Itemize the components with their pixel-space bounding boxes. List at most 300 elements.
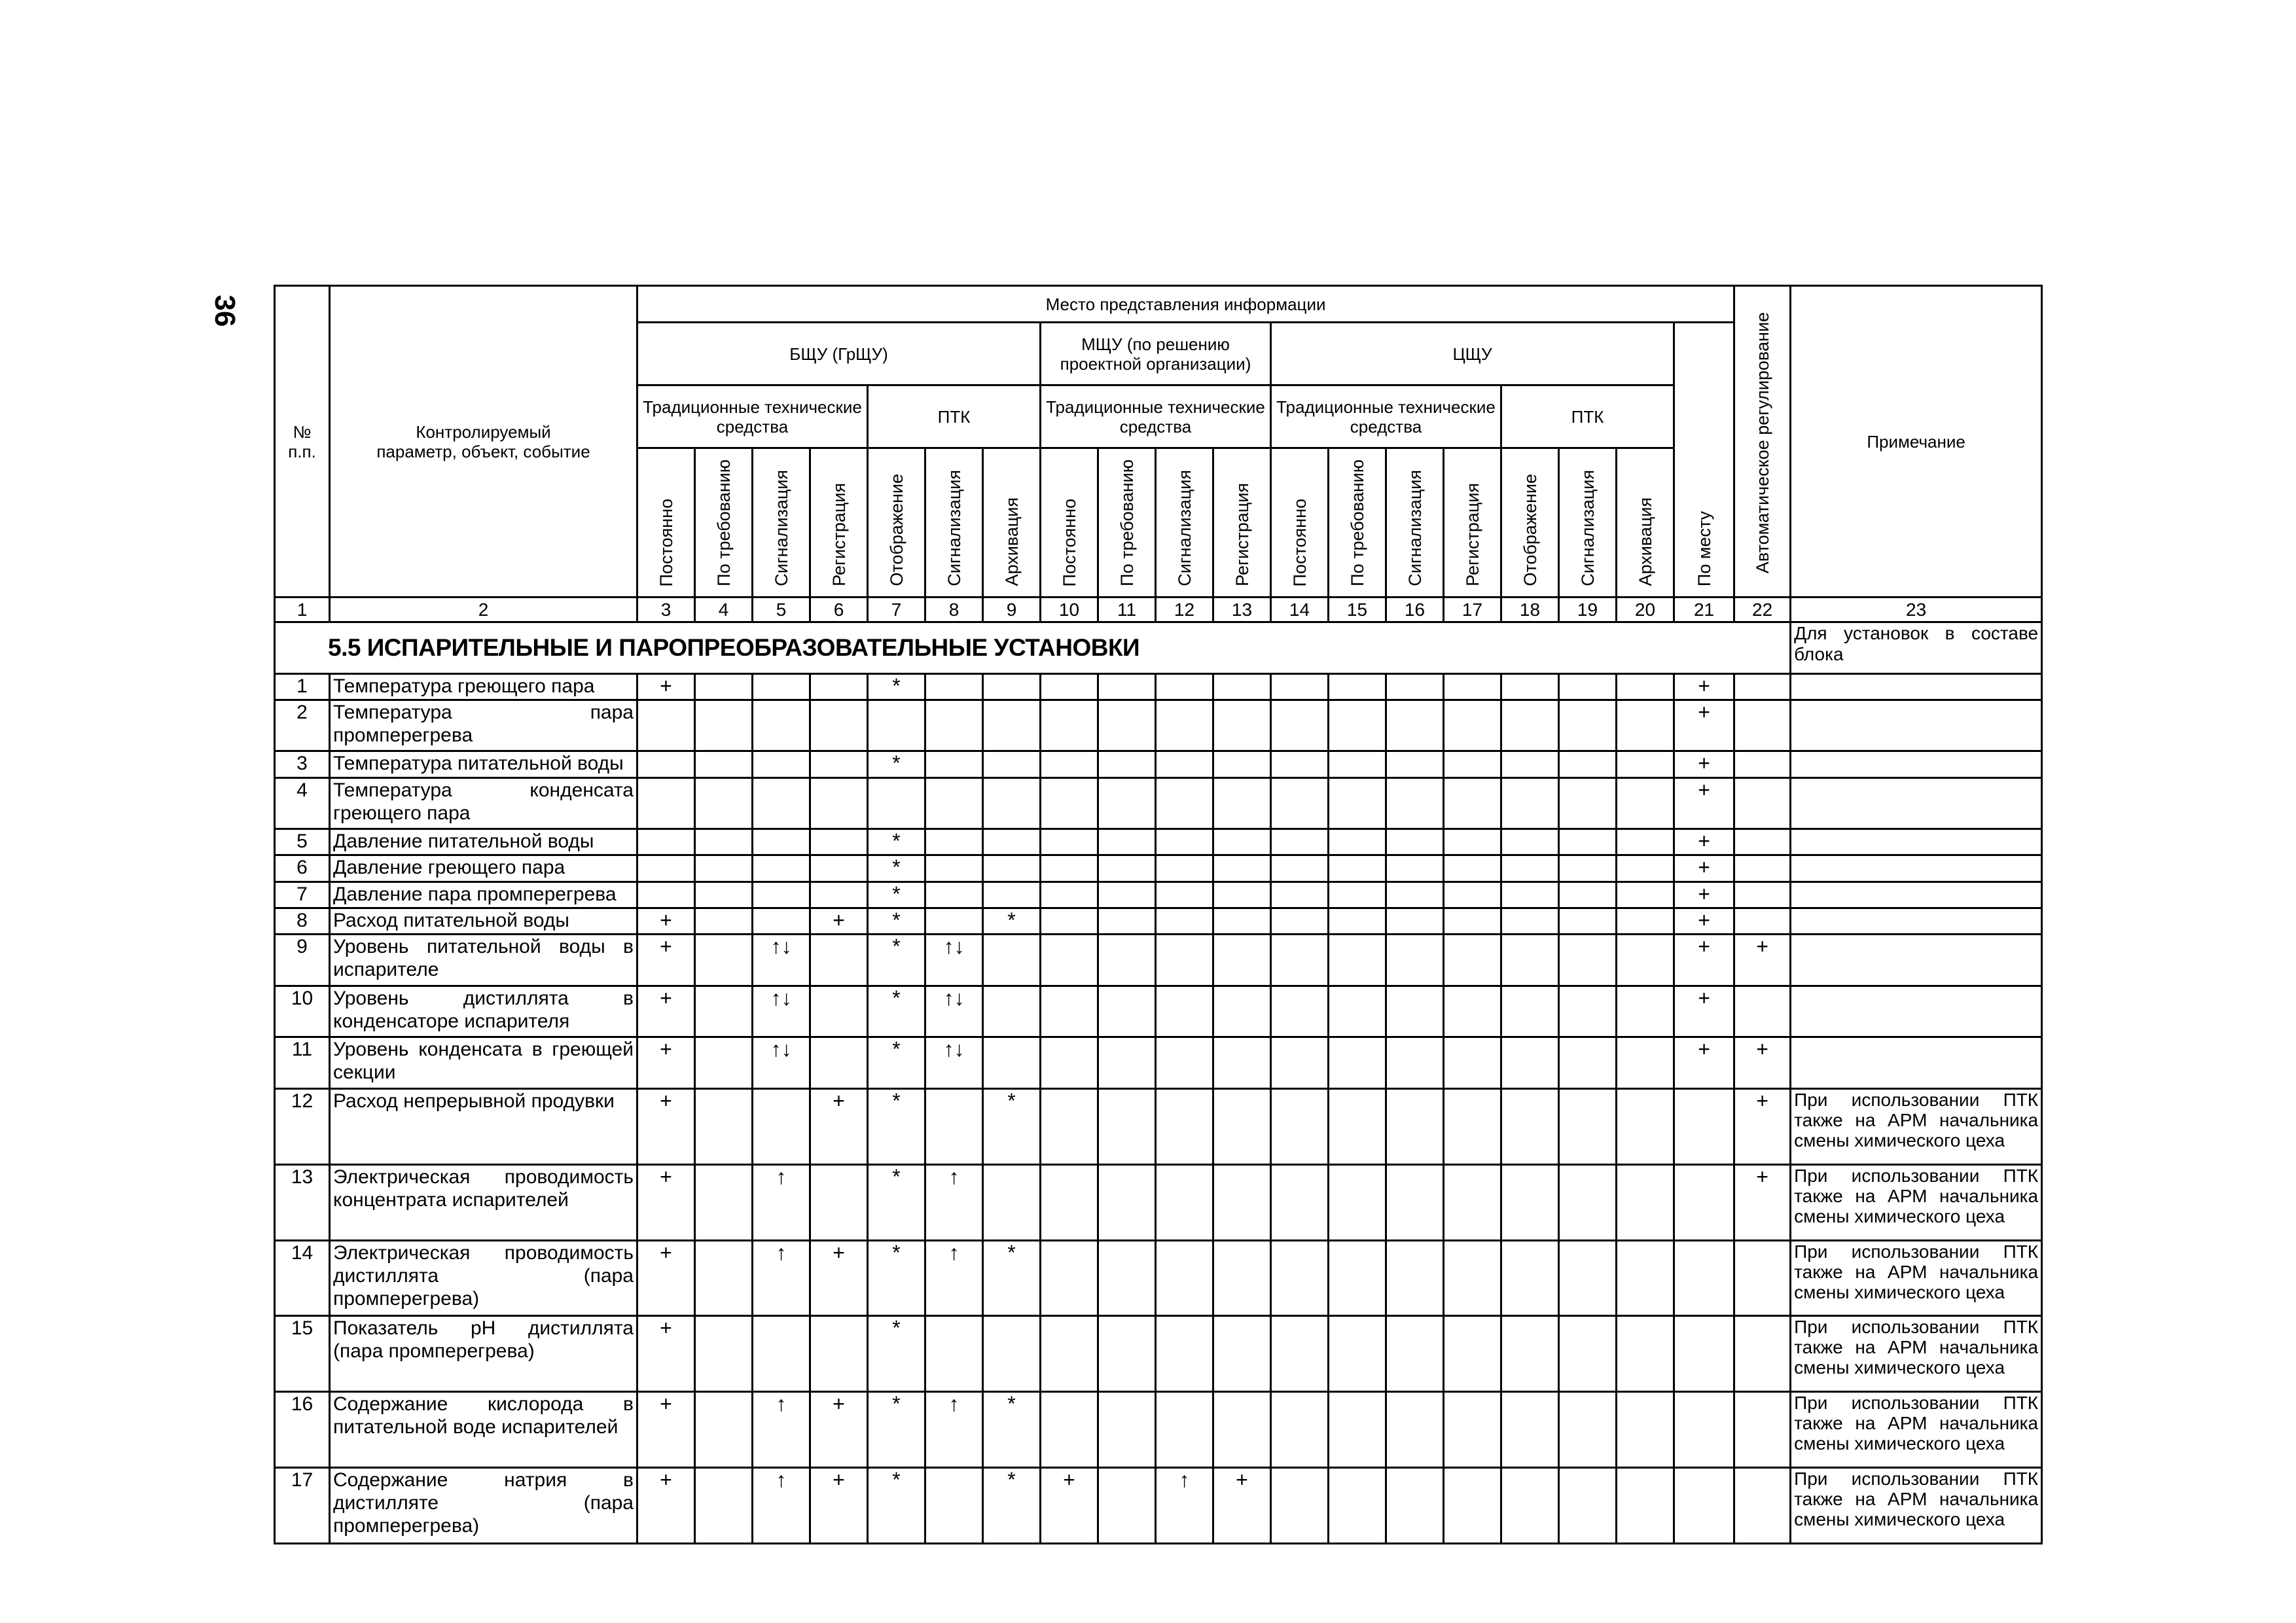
- row-mark-c17: [1444, 935, 1501, 986]
- row-mark-c13: [1213, 882, 1271, 908]
- row-mark-c6: [810, 777, 868, 829]
- row-mark-c4: [695, 1037, 753, 1089]
- row-mark-c22: +: [1734, 935, 1791, 986]
- row-mark-c13: [1213, 1240, 1271, 1316]
- row-note: [1791, 1037, 2042, 1089]
- row-mark-c18: [1501, 855, 1559, 882]
- row-mark-c15: [1329, 1240, 1386, 1316]
- row-mark-c19: [1559, 1316, 1617, 1392]
- row-mark-c6: [810, 986, 868, 1037]
- row-mark-c17: [1444, 700, 1501, 751]
- row-mark-c13: +: [1213, 1468, 1271, 1544]
- column-number: 23: [1791, 597, 2042, 622]
- subheader-c5: Сигнализация: [753, 448, 810, 597]
- row-mark-c15: [1329, 1392, 1386, 1468]
- row-parameter-name: Температура пара промперегрева: [330, 700, 637, 751]
- row-mark-c20: [1617, 673, 1674, 700]
- row-number: 3: [275, 751, 330, 777]
- row-mark-c4: [695, 700, 753, 751]
- row-mark-c3: +: [637, 908, 695, 935]
- row-mark-c21: +: [1674, 1037, 1734, 1089]
- row-mark-c15: [1329, 855, 1386, 882]
- row-mark-c12: [1156, 673, 1213, 700]
- row-parameter-name: Уровень конденсата в греющей секции: [330, 1037, 637, 1089]
- row-mark-c18: [1501, 777, 1559, 829]
- row-mark-c11: [1098, 673, 1156, 700]
- subheader-c16: Сигнализация: [1386, 448, 1444, 597]
- row-mark-c18: [1501, 751, 1559, 777]
- row-mark-c5: [753, 829, 810, 855]
- subheader-c6: Регистрация: [810, 448, 868, 597]
- column-number: 6: [810, 597, 868, 622]
- row-mark-c19: [1559, 777, 1617, 829]
- row-mark-c10: [1041, 855, 1098, 882]
- row-mark-c20: [1617, 1088, 1674, 1164]
- row-mark-c5: ↑: [753, 1240, 810, 1316]
- row-mark-c6: +: [810, 908, 868, 935]
- row-mark-c16: [1386, 829, 1444, 855]
- row-mark-c20: [1617, 935, 1674, 986]
- row-mark-c7: *: [868, 1164, 925, 1240]
- table-row: [275, 1316, 2042, 1392]
- row-mark-c3: [637, 882, 695, 908]
- row-mark-c17: [1444, 908, 1501, 935]
- row-mark-c13: [1213, 1392, 1271, 1468]
- row-mark-c21: [1674, 1316, 1734, 1392]
- row-mark-c15: [1329, 777, 1386, 829]
- row-mark-c19: [1559, 829, 1617, 855]
- row-mark-c14: [1271, 986, 1329, 1037]
- row-mark-c15: [1329, 673, 1386, 700]
- row-note: [1791, 908, 2042, 935]
- row-mark-c6: [810, 1316, 868, 1392]
- table-row: [275, 935, 2042, 986]
- row-mark-c20: [1617, 1164, 1674, 1240]
- row-mark-c14: [1271, 1392, 1329, 1468]
- row-mark-c17: [1444, 1240, 1501, 1316]
- row-parameter-name: Давление греющего пара: [330, 855, 637, 882]
- row-mark-c15: [1329, 1088, 1386, 1164]
- row-mark-c14: [1271, 777, 1329, 829]
- row-mark-c11: [1098, 700, 1156, 751]
- row-mark-c11: [1098, 908, 1156, 935]
- row-note: [1791, 935, 2042, 986]
- row-mark-c6: [810, 751, 868, 777]
- row-mark-c15: [1329, 1316, 1386, 1392]
- column-number: 1: [275, 597, 330, 622]
- table-row: [275, 1468, 2042, 1544]
- subheader-c10: Постоянно: [1041, 448, 1098, 597]
- row-mark-c15: [1329, 1164, 1386, 1240]
- row-mark-c17: [1444, 1088, 1501, 1164]
- row-mark-c16: [1386, 908, 1444, 935]
- row-mark-c8: [925, 673, 983, 700]
- row-mark-c21: [1674, 1240, 1734, 1316]
- row-mark-c21: +: [1674, 751, 1734, 777]
- row-mark-c5: [753, 673, 810, 700]
- row-mark-c6: [810, 700, 868, 751]
- row-mark-c12: [1156, 908, 1213, 935]
- row-mark-c5: [753, 882, 810, 908]
- row-mark-c6: +: [810, 1240, 868, 1316]
- row-mark-c18: [1501, 1240, 1559, 1316]
- column-number: 18: [1501, 597, 1559, 622]
- row-parameter-name: Содержание кислорода в питательной воде испарителей: [330, 1392, 637, 1468]
- row-mark-c21: +: [1674, 777, 1734, 829]
- row-mark-c11: [1098, 882, 1156, 908]
- subheader-c7: Отображение: [868, 448, 925, 597]
- row-mark-c7: *: [868, 829, 925, 855]
- row-mark-c10: [1041, 1088, 1098, 1164]
- row-mark-c11: [1098, 1468, 1156, 1544]
- row-number: 17: [275, 1468, 330, 1544]
- row-parameter-name: Расход питательной воды: [330, 908, 637, 935]
- row-mark-c13: [1213, 1037, 1271, 1089]
- header-auto-regulation: Автоматическое регулирование: [1734, 286, 1791, 597]
- row-mark-c20: [1617, 751, 1674, 777]
- row-mark-c22: [1734, 908, 1791, 935]
- subheader-c20: Архивация: [1617, 448, 1674, 597]
- row-mark-c4: [695, 751, 753, 777]
- row-mark-c3: +: [637, 1468, 695, 1544]
- row-mark-c12: ↑: [1156, 1468, 1213, 1544]
- row-parameter-name: Расход непрерывной продувки: [330, 1088, 637, 1164]
- row-mark-c7: *: [868, 673, 925, 700]
- row-mark-c11: [1098, 986, 1156, 1037]
- row-note: При использовании ПТК также на АРМ начальника смены химического цеха: [1791, 1088, 2042, 1164]
- row-mark-c16: [1386, 1468, 1444, 1544]
- row-parameter-name: Температура питательной воды: [330, 751, 637, 777]
- row-mark-c11: [1098, 855, 1156, 882]
- row-mark-c11: [1098, 1037, 1156, 1089]
- table-row: [275, 700, 2042, 751]
- row-mark-c12: [1156, 986, 1213, 1037]
- row-mark-c5: [753, 1316, 810, 1392]
- row-mark-c18: [1501, 1164, 1559, 1240]
- row-mark-c12: [1156, 829, 1213, 855]
- column-number: 21: [1674, 597, 1734, 622]
- row-mark-c4: [695, 986, 753, 1037]
- row-mark-c22: [1734, 673, 1791, 700]
- subheader-c12: Сигнализация: [1156, 448, 1213, 597]
- row-mark-c14: [1271, 673, 1329, 700]
- row-mark-c21: +: [1674, 829, 1734, 855]
- row-mark-c12: [1156, 1240, 1213, 1316]
- row-mark-c7: *: [868, 1240, 925, 1316]
- row-mark-c5: ↑↓: [753, 986, 810, 1037]
- row-mark-c13: [1213, 1088, 1271, 1164]
- row-mark-c3: [637, 751, 695, 777]
- column-number: 7: [868, 597, 925, 622]
- row-mark-c18: [1501, 882, 1559, 908]
- row-mark-c8: ↑↓: [925, 1037, 983, 1089]
- row-mark-c3: +: [637, 1164, 695, 1240]
- row-mark-c13: [1213, 1164, 1271, 1240]
- row-mark-c19: [1559, 751, 1617, 777]
- row-mark-c6: [810, 1164, 868, 1240]
- row-mark-c11: [1098, 1392, 1156, 1468]
- column-number: 10: [1041, 597, 1098, 622]
- row-mark-c14: [1271, 855, 1329, 882]
- subheader-c3: Постоянно: [637, 448, 695, 597]
- row-mark-c9: [983, 986, 1041, 1037]
- row-mark-c16: [1386, 1316, 1444, 1392]
- row-mark-c12: [1156, 777, 1213, 829]
- row-mark-c10: [1041, 935, 1098, 986]
- row-mark-c8: [925, 1088, 983, 1164]
- row-mark-c11: [1098, 751, 1156, 777]
- table-row: [275, 882, 2042, 908]
- row-mark-c19: [1559, 1088, 1617, 1164]
- row-note: При использовании ПТК также на АРМ начальника смены химического цеха: [1791, 1316, 2042, 1392]
- row-mark-c10: [1041, 700, 1098, 751]
- row-mark-c22: [1734, 829, 1791, 855]
- subheader-c19: Сигнализация: [1559, 448, 1617, 597]
- row-mark-c22: [1734, 777, 1791, 829]
- row-mark-c10: [1041, 986, 1098, 1037]
- subheader-c18: Отображение: [1501, 448, 1559, 597]
- column-number: 17: [1444, 597, 1501, 622]
- row-parameter-name: Электрическая проводимость дистиллята (пара промперегрева): [330, 1240, 637, 1316]
- row-mark-c13: [1213, 908, 1271, 935]
- header-tshu-ptk: ПТК: [1501, 385, 1674, 448]
- table-row: [275, 908, 2042, 935]
- row-mark-c13: [1213, 935, 1271, 986]
- row-number: 14: [275, 1240, 330, 1316]
- row-number: 11: [275, 1037, 330, 1089]
- row-mark-c9: [983, 935, 1041, 986]
- row-mark-c20: [1617, 908, 1674, 935]
- row-mark-c14: [1271, 1316, 1329, 1392]
- row-parameter-name: Уровень питательной воды в испарителе: [330, 935, 637, 986]
- row-parameter-name: Давление пара промперегрева: [330, 882, 637, 908]
- row-mark-c18: [1501, 1468, 1559, 1544]
- row-mark-c22: [1734, 1316, 1791, 1392]
- row-mark-c9: *: [983, 1392, 1041, 1468]
- row-number: 2: [275, 700, 330, 751]
- row-mark-c17: [1444, 1392, 1501, 1468]
- row-mark-c14: [1271, 908, 1329, 935]
- row-mark-c19: [1559, 1468, 1617, 1544]
- row-mark-c7: *: [868, 855, 925, 882]
- row-mark-c18: [1501, 1392, 1559, 1468]
- row-mark-c5: [753, 1088, 810, 1164]
- row-mark-c12: [1156, 935, 1213, 986]
- row-mark-c8: [925, 882, 983, 908]
- row-mark-c13: [1213, 829, 1271, 855]
- subheader-c4: По требованию: [695, 448, 753, 597]
- column-number-row: [275, 597, 2042, 622]
- row-parameter-name: Содержание натрия в дистилляте (пара промперегрева): [330, 1468, 637, 1544]
- row-mark-c20: [1617, 777, 1674, 829]
- row-mark-c19: [1559, 1392, 1617, 1468]
- row-mark-c17: [1444, 1468, 1501, 1544]
- row-mark-c7: *: [868, 1037, 925, 1089]
- row-mark-c8: [925, 1316, 983, 1392]
- row-mark-c5: ↑: [753, 1468, 810, 1544]
- row-mark-c10: [1041, 1392, 1098, 1468]
- row-mark-c12: [1156, 882, 1213, 908]
- row-mark-c5: ↑↓: [753, 935, 810, 986]
- row-mark-c13: [1213, 673, 1271, 700]
- table-row: [275, 855, 2042, 882]
- row-mark-c20: [1617, 1392, 1674, 1468]
- row-mark-c19: [1559, 986, 1617, 1037]
- row-mark-c6: [810, 935, 868, 986]
- row-mark-c19: [1559, 700, 1617, 751]
- row-note: При использовании ПТК также на АРМ начальника смены химического цеха: [1791, 1392, 2042, 1468]
- row-mark-c10: [1041, 751, 1098, 777]
- row-mark-c22: +: [1734, 1164, 1791, 1240]
- row-mark-c16: [1386, 1164, 1444, 1240]
- row-mark-c21: +: [1674, 855, 1734, 882]
- row-mark-c22: [1734, 986, 1791, 1037]
- row-mark-c19: [1559, 673, 1617, 700]
- row-mark-c14: [1271, 1164, 1329, 1240]
- row-mark-c4: [695, 1392, 753, 1468]
- subheader-c14: Постоянно: [1271, 448, 1329, 597]
- subheader-c8: Сигнализация: [925, 448, 983, 597]
- row-mark-c4: [695, 777, 753, 829]
- row-mark-c3: +: [637, 1316, 695, 1392]
- header-local: По месту: [1674, 323, 1734, 597]
- row-mark-c3: +: [637, 1037, 695, 1089]
- row-mark-c8: [925, 777, 983, 829]
- row-mark-c17: [1444, 1164, 1501, 1240]
- row-mark-c4: [695, 673, 753, 700]
- row-mark-c9: *: [983, 908, 1041, 935]
- row-number: 7: [275, 882, 330, 908]
- column-number: 4: [695, 597, 753, 622]
- row-mark-c11: [1098, 829, 1156, 855]
- header-tshu-trad: Традиционные технические средства: [1271, 385, 1501, 448]
- row-mark-c18: [1501, 700, 1559, 751]
- row-mark-c4: [695, 1088, 753, 1164]
- row-mark-c10: [1041, 1164, 1098, 1240]
- row-mark-c16: [1386, 1392, 1444, 1468]
- row-parameter-name: Температура конденсата греющего пара: [330, 777, 637, 829]
- header-place: Место представления информации: [637, 286, 1734, 323]
- row-mark-c16: [1386, 777, 1444, 829]
- column-number: 11: [1098, 597, 1156, 622]
- row-mark-c14: [1271, 1088, 1329, 1164]
- row-mark-c11: [1098, 777, 1156, 829]
- row-mark-c12: [1156, 1392, 1213, 1468]
- row-mark-c18: [1501, 829, 1559, 855]
- row-mark-c4: [695, 855, 753, 882]
- row-note: [1791, 700, 2042, 751]
- row-mark-c5: [753, 908, 810, 935]
- row-mark-c18: [1501, 1037, 1559, 1089]
- row-mark-c10: [1041, 1316, 1098, 1392]
- row-mark-c13: [1213, 700, 1271, 751]
- row-number: 10: [275, 986, 330, 1037]
- row-mark-c15: [1329, 882, 1386, 908]
- row-mark-c6: +: [810, 1088, 868, 1164]
- row-mark-c19: [1559, 1164, 1617, 1240]
- row-mark-c14: [1271, 935, 1329, 986]
- row-mark-c4: [695, 829, 753, 855]
- row-number: 5: [275, 829, 330, 855]
- row-mark-c3: +: [637, 935, 695, 986]
- row-mark-c16: [1386, 1037, 1444, 1089]
- row-mark-c3: [637, 777, 695, 829]
- row-mark-c5: ↑: [753, 1392, 810, 1468]
- row-mark-c22: [1734, 882, 1791, 908]
- row-number: 1: [275, 673, 330, 700]
- header-bshu-trad: Традиционные технические средства: [637, 385, 868, 448]
- row-mark-c9: [983, 829, 1041, 855]
- header-bshu: БЩУ (ГрЩУ): [637, 323, 1041, 385]
- row-mark-c22: +: [1734, 1037, 1791, 1089]
- row-mark-c10: [1041, 829, 1098, 855]
- row-number: 12: [275, 1088, 330, 1164]
- row-mark-c19: [1559, 1240, 1617, 1316]
- row-mark-c15: [1329, 829, 1386, 855]
- column-number: 5: [753, 597, 810, 622]
- row-mark-c15: [1329, 908, 1386, 935]
- row-mark-c9: *: [983, 1468, 1041, 1544]
- row-mark-c17: [1444, 986, 1501, 1037]
- row-parameter-name: Температура греющего пара: [330, 673, 637, 700]
- row-mark-c6: [810, 882, 868, 908]
- row-mark-c19: [1559, 935, 1617, 986]
- row-mark-c14: [1271, 1240, 1329, 1316]
- row-mark-c10: +: [1041, 1468, 1098, 1544]
- row-mark-c6: +: [810, 1392, 868, 1468]
- subheader-c11: По требованию: [1098, 448, 1156, 597]
- row-parameter-name: Электрическая проводимость концентрата испарителей: [330, 1164, 637, 1240]
- row-mark-c15: [1329, 751, 1386, 777]
- row-mark-c12: [1156, 1037, 1213, 1089]
- row-mark-c8: ↑↓: [925, 935, 983, 986]
- row-mark-c16: [1386, 1088, 1444, 1164]
- row-mark-c3: +: [637, 1240, 695, 1316]
- row-mark-c21: [1674, 1468, 1734, 1544]
- row-mark-c8: [925, 1468, 983, 1544]
- header-mshu-trad: Традиционные технические средства: [1041, 385, 1271, 448]
- row-mark-c7: *: [868, 1468, 925, 1544]
- row-mark-c3: [637, 855, 695, 882]
- row-mark-c19: [1559, 882, 1617, 908]
- row-mark-c7: [868, 777, 925, 829]
- row-mark-c21: [1674, 1088, 1734, 1164]
- column-number: 9: [983, 597, 1041, 622]
- row-mark-c13: [1213, 855, 1271, 882]
- row-mark-c9: [983, 751, 1041, 777]
- row-mark-c14: [1271, 882, 1329, 908]
- row-mark-c20: [1617, 882, 1674, 908]
- row-note: При использовании ПТК также на АРМ начальника смены химического цеха: [1791, 1164, 2042, 1240]
- row-mark-c13: [1213, 1316, 1271, 1392]
- row-note: [1791, 829, 2042, 855]
- section-row: [275, 622, 2042, 674]
- column-number: 16: [1386, 597, 1444, 622]
- header-parameter: Контролируемый параметр, объект, событие: [330, 286, 637, 597]
- row-mark-c20: [1617, 700, 1674, 751]
- row-mark-c20: [1617, 829, 1674, 855]
- row-mark-c5: [753, 751, 810, 777]
- row-mark-c7: *: [868, 908, 925, 935]
- row-mark-c14: [1271, 700, 1329, 751]
- row-note: [1791, 986, 2042, 1037]
- row-mark-c20: [1617, 986, 1674, 1037]
- row-note: [1791, 855, 2042, 882]
- row-mark-c19: [1559, 1037, 1617, 1089]
- row-number: 15: [275, 1316, 330, 1392]
- row-note: [1791, 882, 2042, 908]
- row-mark-c17: [1444, 829, 1501, 855]
